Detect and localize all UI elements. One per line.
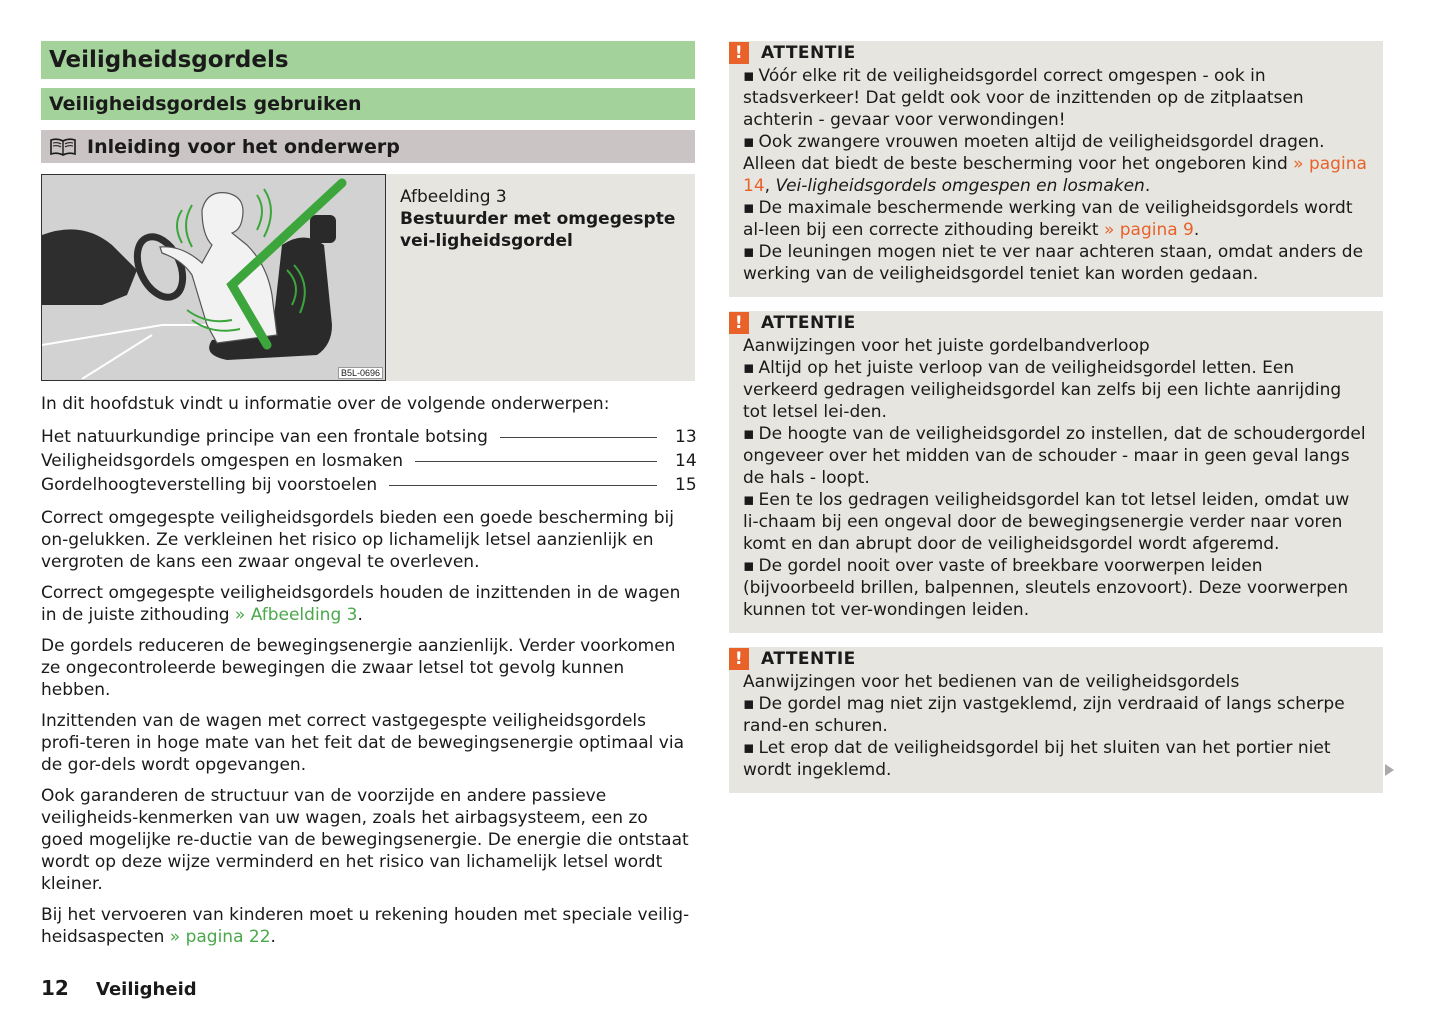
paragraph	[41, 904, 695, 948]
toc-row[interactable]	[41, 425, 695, 449]
figure-image	[41, 174, 386, 381]
warning-item	[743, 197, 1369, 241]
page-footer	[41, 976, 197, 1000]
figure-code: B5L-0696	[338, 367, 383, 379]
figure-label: Afbeelding 3	[400, 187, 507, 207]
warning-header	[729, 311, 1369, 335]
warning-item: ▪ Let erop dat de veiligheidsgordel bij het sluiten van het portier niet wordt ingeklemd.	[743, 737, 1369, 781]
paragraph-text: Bij het vervoeren van kinderen moet u rekening houden met speciale veilig-heidsaspecten	[41, 905, 690, 947]
warning-box	[729, 647, 1383, 793]
figure-link[interactable]: » Afbeelding 3	[234, 605, 358, 625]
chapter-title: Veiligheidsgordels	[41, 41, 695, 79]
warning-header	[729, 647, 1369, 671]
warning-icon: !	[729, 312, 749, 334]
warning-title: ATTENTIE	[761, 313, 856, 333]
warning-item: ▪ Altijd op het juiste verloop van de veiligheidsgordel letten. Een verkeerd gedragen veiligheidsgordel kan zelfs bij een lichte aanrijding tot letsel lei-den.	[743, 357, 1369, 423]
warning-item: ▪ De leuningen mogen niet te ver naar achteren staan, omdat anders de werking van de veiligheidsgordel teniet kan worden gedaan.	[743, 241, 1369, 285]
intro-text: In dit hoofdstuk vindt u informatie over de volgende onderwerpen:	[41, 394, 610, 414]
warning-text: De maximale beschermende werking van de veiligheidsgordels wordt al-leen bij een correcte zithouding bereikt	[743, 198, 1353, 240]
toc-leader	[389, 485, 657, 486]
page-link[interactable]: » pagina 9	[1103, 220, 1194, 240]
paragraph	[41, 582, 695, 626]
section-title: Veiligheidsgordels gebruiken	[41, 88, 695, 120]
warning-end: .	[1144, 176, 1151, 196]
warning-text: Ook zwangere vrouwen moeten altijd de veiligheidsgordel dragen. Alleen dat biedt de beste bescherming voor het ongeboren kind	[743, 132, 1325, 174]
warning-end: .	[1193, 220, 1200, 240]
warning-title: ATTENTIE	[761, 649, 856, 669]
warning-icon: !	[729, 648, 749, 670]
paragraph-end: .	[357, 605, 363, 625]
warning-intro: Aanwijzingen voor het juiste gordelbandverloop	[743, 336, 1150, 356]
toc-row[interactable]	[41, 449, 695, 473]
toc-page: 15	[675, 475, 697, 495]
warning-sep: ,	[764, 176, 776, 196]
warning-box	[729, 41, 1383, 297]
warning-italic: Vei-ligheidsgordels omgespen en losmaken	[775, 176, 1145, 196]
driver-seatbelt-illustration	[42, 175, 384, 379]
next-page-arrow-icon[interactable]	[1385, 764, 1394, 776]
warning-header	[729, 41, 1369, 65]
toc-leader	[500, 437, 657, 438]
topic-title-text: Inleiding voor het onderwerp	[87, 135, 400, 158]
warning-item	[743, 131, 1369, 197]
paragraph-text: Correct omgegespte veiligheidsgordels houden de inzittenden in de wagen in de juiste zithouding	[41, 583, 681, 625]
figure-title: Bestuurder met omgegespte vei-ligheidsgordel	[400, 209, 676, 251]
warning-item: ▪ Vóór elke rit de veiligheidsgordel correct omgespen - ook in stadsverkeer! Dat geldt ook voor de inzittenden op de zitplaatsen achterin - gevaar voor verwondingen!	[743, 65, 1369, 131]
warning-icon: !	[729, 42, 749, 64]
page-number: 12	[41, 976, 69, 1000]
figure-caption	[386, 174, 695, 381]
warning-box	[729, 311, 1383, 633]
warning-item: ▪ De hoogte van de veiligheidsgordel zo instellen, dat de schoudergordel ongeveer over het midden van de schouder - maar in geen geval langs de hals - loopt.	[743, 423, 1369, 489]
paragraph: De gordels reduceren de bewegingsenergie aanzienlijk. Verder voorkomen ze ongecontroleerde bewegingen die zwaar letsel tot gevolg kunnen hebben.	[41, 636, 676, 700]
figure	[41, 174, 695, 381]
toc-text: Veiligheidsgordels omgespen en losmaken	[41, 451, 404, 471]
section-name: Veiligheid	[96, 979, 197, 1000]
paragraph-end: .	[270, 927, 276, 947]
left-column	[41, 41, 695, 948]
topic-title	[41, 130, 695, 163]
toc-text: Het natuurkundige principe van een frontale botsing	[41, 427, 488, 447]
right-column	[729, 41, 1383, 793]
toc-leader	[415, 461, 657, 462]
page-link[interactable]: » pagina 14	[743, 154, 1367, 196]
topic-list	[41, 425, 695, 497]
page-link[interactable]: » pagina 22	[169, 927, 271, 947]
book-icon	[49, 137, 77, 157]
toc-page: 14	[675, 451, 697, 471]
warning-item: ▪ De gordel mag niet zijn vastgeklemd, zijn verdraaid of langs scherpe rand-en schuren.	[743, 693, 1369, 737]
warning-item: ▪ De gordel nooit over vaste of breekbare voorwerpen leiden (bijvoorbeeld brillen, balpennen, sleutels enzovoort). Deze voorwerpen kunnen tot ver-wondingen leiden.	[743, 555, 1369, 621]
paragraph: Inzittenden van de wagen met correct vastgegespte veiligheidsgordels profi-teren in hoge mate van het feit dat de bewegingsenergie optimaal via de gor-dels wordt opgevangen.	[41, 711, 685, 775]
toc-page: 13	[675, 427, 697, 447]
warning-intro: Aanwijzingen voor het bedienen van de veiligheidsgordels	[743, 672, 1240, 692]
warning-title: ATTENTIE	[761, 43, 856, 63]
warning-item: ▪ Een te los gedragen veiligheidsgordel kan tot letsel leiden, omdat uw li-chaam bij een ongeval door de bewegingsenergie verder naar voren komt en dan abrupt door de veiligheidsgordel wordt afgeremd.	[743, 489, 1369, 555]
paragraph: Correct omgegespte veiligheidsgordels bieden een goede bescherming bij on-gelukken. Ze verkleinen het risico op lichamelijk letsel aanzienlijk en vergroten de kans een zwaar ongeval te overleven.	[41, 508, 674, 572]
toc-row[interactable]	[41, 473, 695, 497]
toc-text: Gordelhoogteverstelling bij voorstoelen	[41, 475, 378, 495]
paragraph: Ook garanderen de structuur van de voorzijde en andere passieve veiligheids-kenmerken van uw wagen, zoals het airbagsysteem, een zo goed mogelijke re-ductie van de bewegingsenergie. De energie die ontstaat wordt op deze wijze verminderd en het risico van lichamelijk letsel wordt kleiner.	[41, 786, 689, 894]
